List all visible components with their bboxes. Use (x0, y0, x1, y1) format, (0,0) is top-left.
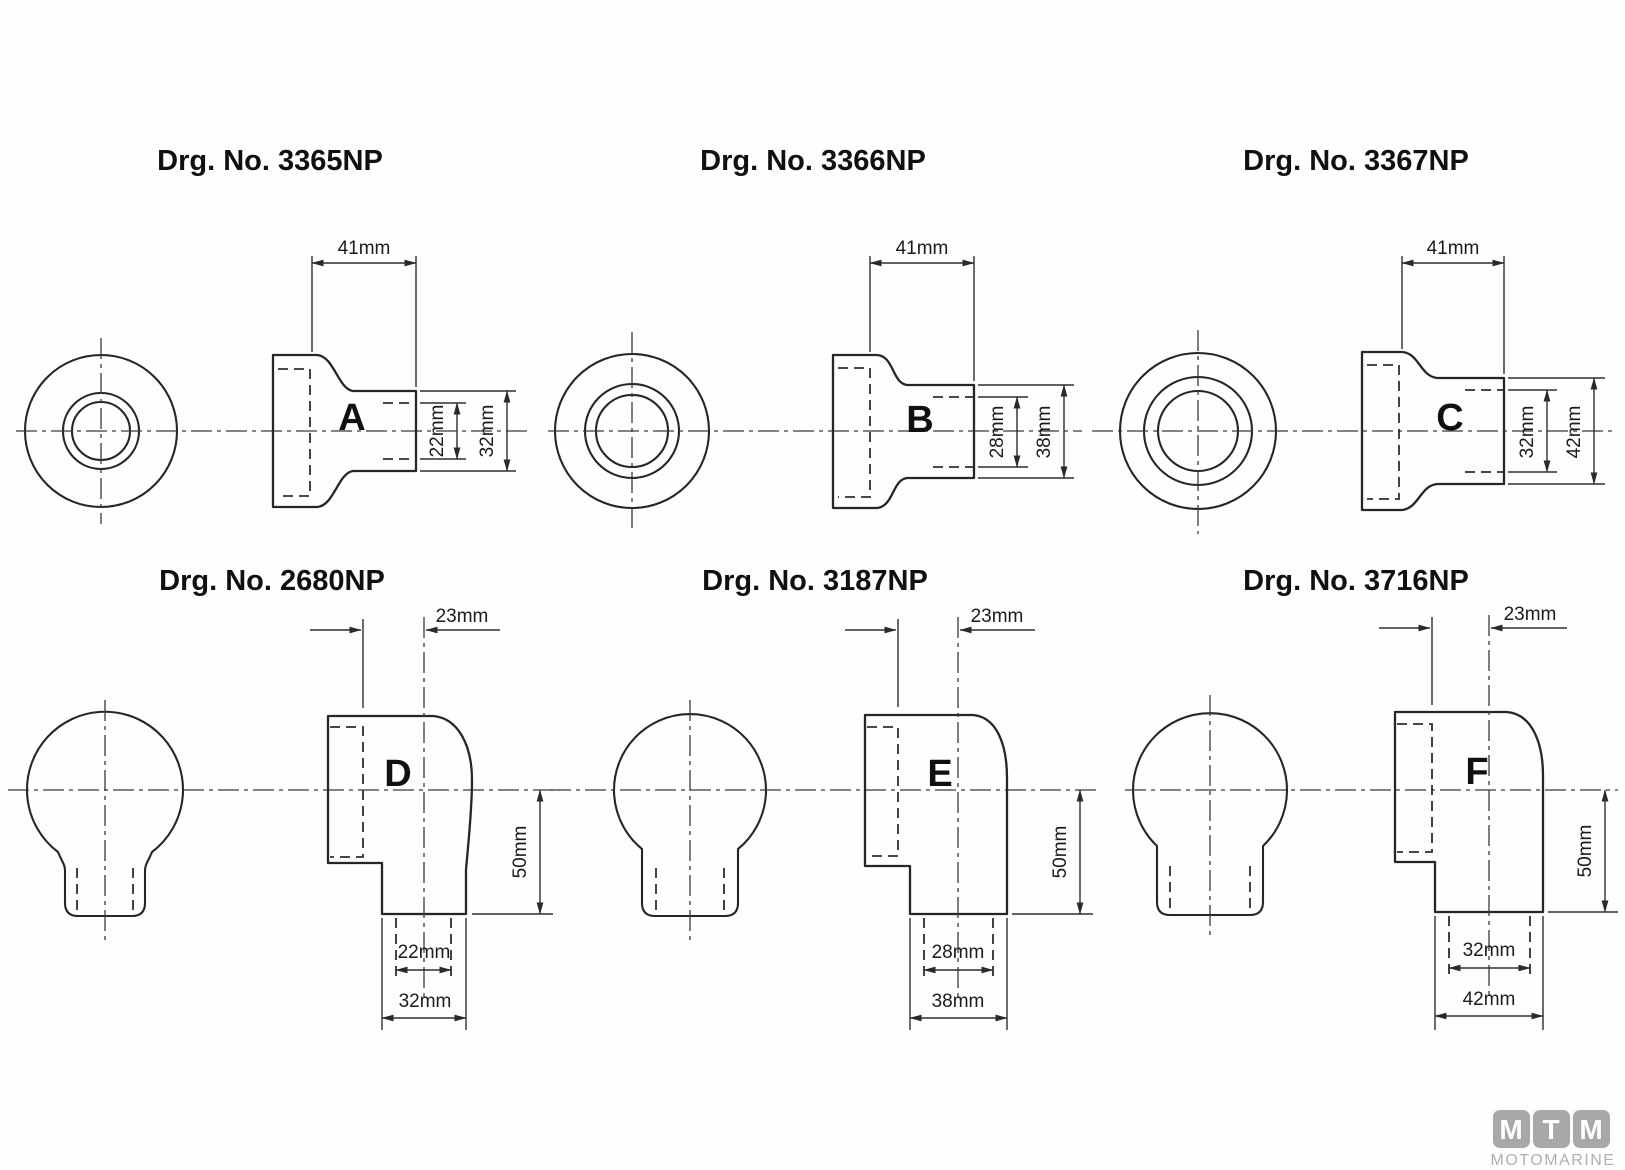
socket-hidden-lines (838, 368, 870, 497)
part-letter-b: B (906, 399, 934, 441)
part-letter-d: D (384, 753, 412, 795)
ball-end-view-f (1133, 695, 1287, 940)
dimensions-d (310, 606, 553, 1030)
mtm-logo (1491, 1110, 1616, 1169)
outer-dim-label: 32mm (477, 404, 498, 458)
outer-dim-label: 42mm (1564, 405, 1585, 459)
drawing-part-a (16, 145, 532, 524)
logo-letter-m1: M (1499, 1114, 1523, 1145)
height-dim-label: 50mm (1050, 825, 1071, 879)
elbow-outline (865, 715, 1007, 914)
bore-hidden-lines (933, 397, 974, 467)
part-letter-c: C (1436, 397, 1464, 439)
drg-title-a: Drg. No. 3365NP (157, 145, 383, 177)
drg-title-d: Drg. No. 2680NP (159, 565, 385, 597)
ball-end-view-e (614, 700, 766, 940)
logo-letter-t: T (1542, 1114, 1560, 1145)
drawing-part-e (550, 565, 1098, 1030)
length-dim-label: 41mm (337, 238, 391, 259)
length-dim-label: 41mm (895, 238, 949, 259)
logo-brand-name: MOTOMARINE (1490, 1152, 1616, 1169)
drawing-part-f (1125, 565, 1618, 1030)
outer-dim-label: 38mm (1034, 405, 1055, 459)
length-dim-label: 41mm (1426, 238, 1480, 259)
part-letter-e: E (927, 753, 953, 795)
outer-dim-label: 38mm (931, 991, 985, 1012)
bore-dim-label: 22mm (427, 404, 448, 458)
elbow-outline (328, 716, 472, 914)
extension-lines (898, 619, 1093, 1030)
dimensions-f (1379, 604, 1618, 1030)
part-letter-a: A (338, 397, 366, 439)
socket-hidden-lines (278, 369, 310, 496)
socket-hidden-lines (1367, 365, 1399, 499)
extension-lines (363, 619, 553, 1030)
drg-title-f: Drg. No. 3716NP (1243, 565, 1469, 597)
end-view-b (555, 332, 709, 532)
bore-dim-label: 32mm (1462, 940, 1516, 961)
bore-dim-label: 28mm (931, 942, 985, 963)
drawing-part-b (548, 145, 1082, 532)
offset-dim-label: 23mm (435, 606, 489, 627)
elbow-view-e (865, 617, 1007, 997)
drawing-part-d (8, 565, 560, 1030)
offset-dim-label: 23mm (970, 606, 1024, 627)
outer-dim-label: 42mm (1462, 989, 1516, 1010)
bore-dim-label: 32mm (1517, 405, 1538, 459)
logo-letter-m2: M (1579, 1114, 1603, 1145)
offset-dim-label: 23mm (1503, 604, 1557, 625)
socket-hidden-lines (330, 727, 363, 857)
drg-title-e: Drg. No. 3187NP (702, 565, 928, 597)
dimensions-b (870, 238, 1074, 478)
elbow-outline (1395, 712, 1543, 912)
height-dim-label: 50mm (1575, 824, 1596, 878)
socket-hidden-lines (867, 727, 898, 856)
drg-title-c: Drg. No. 3367NP (1243, 145, 1469, 177)
drg-title-b: Drg. No. 3366NP (700, 145, 926, 177)
ball-end-view-d (27, 700, 183, 940)
height-dim-label: 50mm (510, 825, 531, 879)
bore-dim-label: 28mm (987, 405, 1008, 459)
end-view-c (1120, 330, 1276, 534)
drawing-part-c (1092, 145, 1612, 534)
part-letter-f: F (1465, 751, 1489, 793)
socket-hidden-lines (1397, 724, 1432, 852)
outer-dim-label: 32mm (398, 991, 452, 1012)
dimensions-e (845, 606, 1093, 1030)
bore-dim-label: 22mm (397, 942, 451, 963)
